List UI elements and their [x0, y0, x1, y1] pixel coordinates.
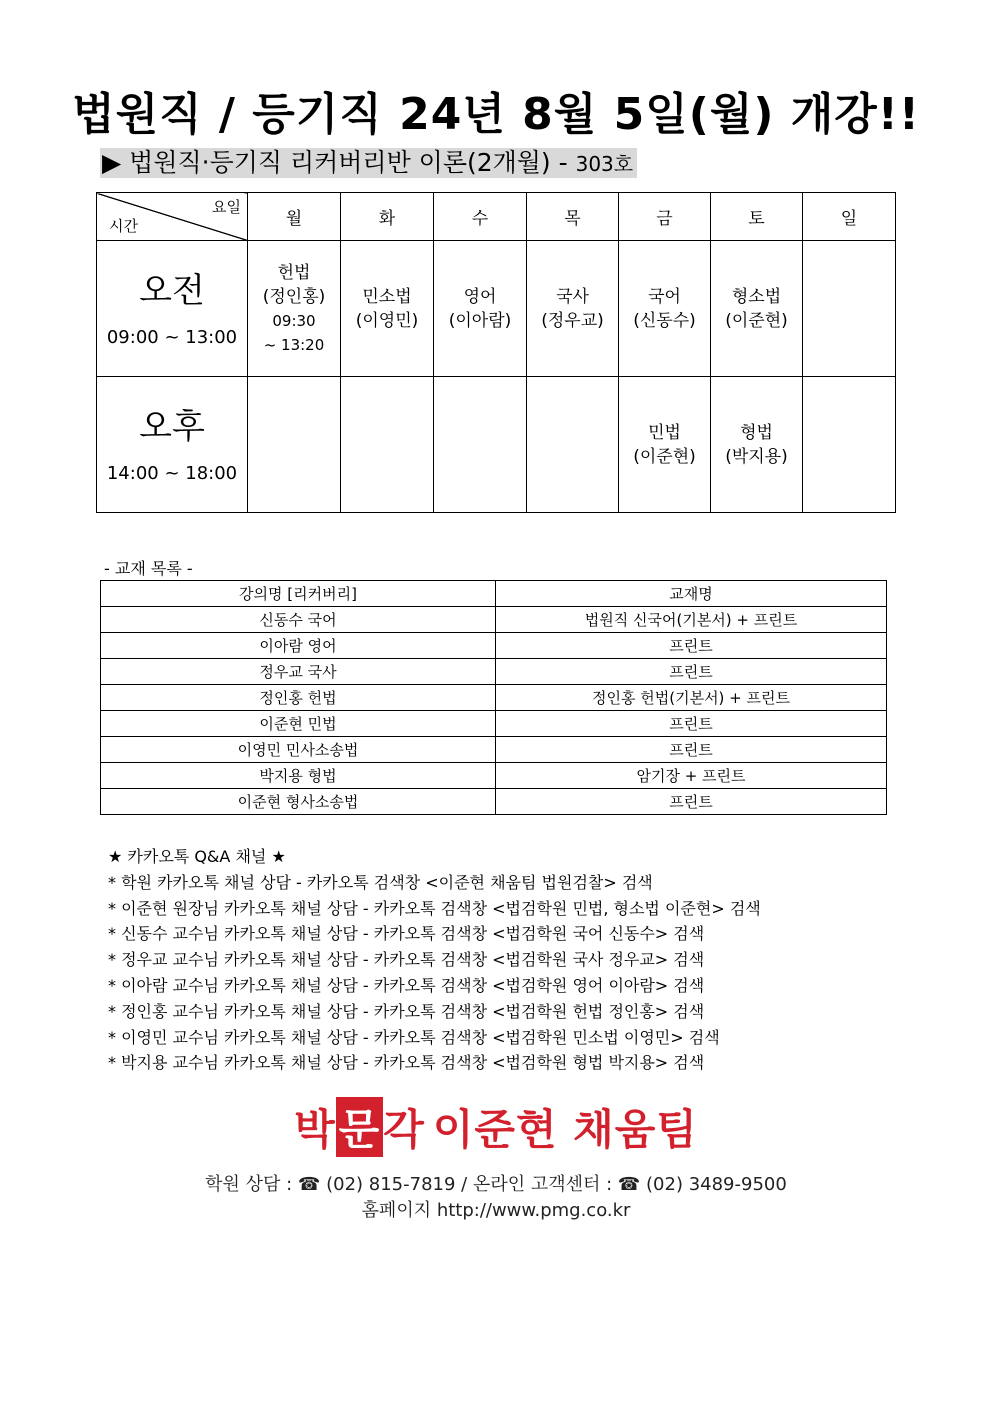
- list-item: * 학원 카카오톡 채널 상담 - 카카오톡 검색창 <이준현 채움팀 법원검찰> 검색: [108, 872, 653, 892]
- day-header-sat: 토: [711, 193, 803, 241]
- class-cell-fri-am: [619, 241, 711, 377]
- class-subject: 민소법: [362, 286, 412, 307]
- class-subject: 형법: [740, 422, 773, 443]
- course-subtitle: [100, 148, 637, 178]
- class-subject: 헌법: [277, 262, 311, 283]
- period-name: 오후: [139, 407, 205, 447]
- day-header-fri: 금: [619, 193, 711, 241]
- class-cell-thu-am: [527, 241, 619, 377]
- contact-info: [0, 1172, 992, 1224]
- class-subject: 국어: [648, 286, 681, 307]
- schedule-header-row: [97, 193, 896, 241]
- schedule-corner-cell: [97, 193, 248, 241]
- table-row: [101, 607, 887, 633]
- schedule-row-afternoon: [97, 377, 896, 513]
- logo-char-1: 박: [294, 1105, 336, 1154]
- class-teacher: (이아람): [448, 310, 512, 331]
- booklist-title: - 교재 목록 -: [104, 559, 193, 578]
- class-subject: 영어: [463, 286, 497, 307]
- class-subject: 형소법: [731, 286, 782, 307]
- table-row: [101, 789, 887, 815]
- list-item: * 정인홍 교수님 카카오톡 채널 상담 - 카카오톡 검색창 <법검학원 헌법 정인홍> 검색: [108, 1001, 705, 1021]
- lecture-name: 박지용 형법: [101, 763, 496, 789]
- day-header-wed: 수: [434, 193, 527, 241]
- lecture-name: 신동수 국어: [101, 607, 496, 633]
- period-hours: 09:00 ~ 13:00: [106, 327, 238, 348]
- class-teacher: (박지용): [725, 446, 788, 467]
- lecture-name: 이준현 민법: [101, 711, 496, 737]
- book-name: 프린트: [496, 633, 887, 659]
- contact-phone: 학원 상담 : ☎ (02) 815-7819 / 온라인 고객센터 : ☎ (02) 3489-9500: [205, 1174, 787, 1195]
- day-header-mon: 월: [248, 193, 341, 241]
- class-cell-mon-am: [248, 241, 341, 377]
- book-name: 프린트: [496, 659, 887, 685]
- day-header-thu: 목: [527, 193, 619, 241]
- class-teacher: (정우교): [541, 310, 604, 331]
- booklist-header-row: [101, 581, 887, 607]
- period-cell-morning: [97, 241, 248, 377]
- class-cell-tue-am: [341, 241, 434, 377]
- list-item: * 이영민 교수님 카카오톡 채널 상담 - 카카오톡 검색창 <법검학원 민소법 이영민> 검색: [108, 1027, 720, 1047]
- list-item: * 신동수 교수님 카카오톡 채널 상담 - 카카오톡 검색창 <법검학원 국어 신동수> 검색: [108, 924, 705, 944]
- list-item: * 정우교 교수님 카카오톡 채널 상담 - 카카오톡 검색창 <법검학원 국사 정우교> 검색: [108, 950, 705, 970]
- list-item: * 이준현 원장님 카카오톡 채널 상담 - 카카오톡 검색창 <법검학원 민법, 형소법 이준현> 검색: [108, 898, 761, 918]
- book-name: 암기장 + 프린트: [496, 763, 887, 789]
- logo-team: 이준현 채움팀: [432, 1105, 698, 1154]
- schedule-row-morning: [97, 241, 896, 377]
- lecture-name: 이준현 형사소송법: [101, 789, 496, 815]
- lecture-name: 이영민 민사소송법: [101, 737, 496, 763]
- class-time-start: 09:30: [272, 311, 316, 330]
- logo-char-3: 각: [383, 1105, 425, 1154]
- schedule-table: [96, 192, 896, 513]
- contact-homepage: 홈페이지 http://www.pmg.co.kr: [361, 1200, 631, 1221]
- subtitle-room: 303호: [575, 152, 634, 176]
- book-name: 프린트: [496, 711, 887, 737]
- lecture-name: 이아람 영어: [101, 633, 496, 659]
- class-cell-fri-pm: [619, 377, 711, 513]
- book-name: 법원직 신국어(기본서) + 프린트: [496, 607, 887, 633]
- corner-day-label: 요일: [212, 198, 241, 216]
- table-row: [101, 685, 887, 711]
- list-item: * 이아람 교수님 카카오톡 채널 상담 - 카카오톡 검색창 <법검학원 영어 이아람> 검색: [108, 975, 705, 995]
- table-row: [101, 737, 887, 763]
- page-title: 법원직 / 등기직 24년 8월 5일(월) 개강!!: [72, 89, 920, 140]
- class-teacher: (이준현): [725, 310, 788, 331]
- day-header-tue: 화: [341, 193, 434, 241]
- booklist-table: [100, 580, 887, 815]
- table-row: [101, 711, 887, 737]
- book-name: 프린트: [496, 737, 887, 763]
- class-time-end: ~ 13:20: [263, 335, 325, 354]
- class-subject: 민법: [648, 422, 681, 443]
- booklist-header-lecture: 강의명 [리커버리]: [101, 581, 496, 607]
- logo-char-2: 문: [336, 1097, 384, 1157]
- book-name: 정인홍 헌법(기본서) + 프린트: [496, 685, 887, 711]
- class-cell-sat-pm: [711, 377, 803, 513]
- class-cell-sat-am: [711, 241, 803, 377]
- class-teacher: (이영민): [355, 310, 419, 331]
- class-teacher: (정인홍): [262, 286, 326, 307]
- subtitle-main: ▶ 법원직‧등기직 리커버리반 이론(2개월) -: [102, 148, 576, 177]
- brand-logo: [0, 1097, 992, 1157]
- period-cell-afternoon: [97, 377, 248, 513]
- class-cell-tue-pm: [341, 377, 434, 513]
- table-row: [101, 659, 887, 685]
- corner-time-label: 시간: [109, 217, 138, 235]
- class-cell-thu-pm: [527, 377, 619, 513]
- kakao-qa-section: [108, 844, 761, 1076]
- class-cell-sun-pm: [803, 377, 896, 513]
- class-teacher: (이준현): [633, 446, 696, 467]
- period-name: 오전: [139, 271, 205, 311]
- day-header-sun: 일: [803, 193, 896, 241]
- lecture-name: 정우교 국사: [101, 659, 496, 685]
- class-teacher: (신동수): [633, 310, 696, 331]
- class-cell-wed-am: [434, 241, 527, 377]
- booklist-header-book: 교재명: [496, 581, 887, 607]
- lecture-name: 정인홍 헌법: [101, 685, 496, 711]
- book-name: 프린트: [496, 789, 887, 815]
- list-item: * 박지용 교수님 카카오톡 채널 상담 - 카카오톡 검색창 <법검학원 형법 박지용> 검색: [108, 1053, 705, 1073]
- class-cell-sun-am: [803, 241, 896, 377]
- kakao-qa-title: ★ 카카오톡 Q&A 채널 ★: [108, 847, 286, 866]
- class-cell-mon-pm: [248, 377, 341, 513]
- table-row: [101, 633, 887, 659]
- table-row: [101, 763, 887, 789]
- class-subject: 국사: [556, 286, 589, 307]
- period-hours: 14:00 ~ 18:00: [106, 463, 238, 484]
- class-cell-wed-pm: [434, 377, 527, 513]
